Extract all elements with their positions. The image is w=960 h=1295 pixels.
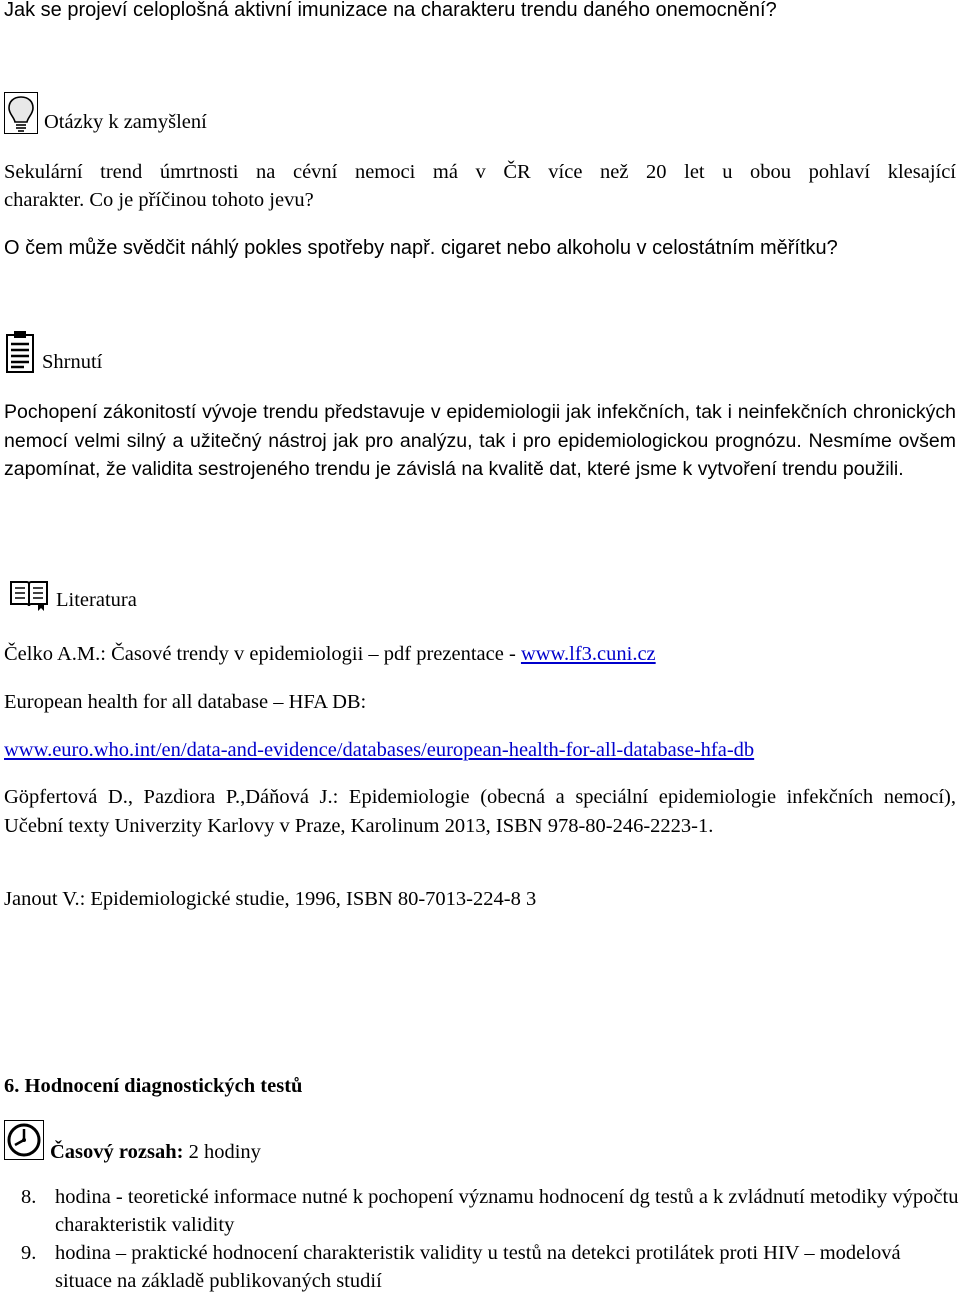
shrnuti-header — [4, 330, 102, 374]
list-item-number: 8. — [21, 1186, 37, 1208]
list-item — [0, 1183, 960, 1239]
reference-2-url[interactable]: www.euro.who.int/en/data-and-evidence/databases/european-health-for-all-database-hfa-db — [4, 739, 755, 761]
time-range — [50, 1140, 261, 1164]
chapter-title: 6. Hodnocení diagnostických testů — [4, 1075, 303, 1097]
reference-1-text: Čelko A.M.: Časové trendy v epidemiologii – pdf prezentace - — [4, 643, 521, 665]
question-text: Jak se projeví celoplošná aktivní imunizace na charakteru trendu daného onemocnění? — [4, 0, 777, 21]
otazky-question-1-line-2: charakter. Co je příčinou tohoto jevu? — [4, 189, 314, 211]
time-range-label: Časový rozsah: — [50, 1141, 184, 1163]
reference-1 — [4, 640, 956, 668]
book-icon — [8, 576, 50, 612]
reference-4: Janout V.: Epidemiologické studie, 1996, ISBN 80-7013-224-8 3 — [4, 888, 537, 910]
literatura-header — [8, 576, 137, 612]
otazky-question-2: O čem může svědčit náhlý pokles spotřeby např. cigaret nebo alkoholu v celostátním měřítku? — [4, 237, 838, 259]
list-item-text: hodina - teoretické informace nutné k pochopení významu hodnocení dg testů a k zvládnutí metodiky výpočtu charakteristik validity — [55, 1186, 959, 1236]
reference-2-text: European health for all database – HFA DB: — [4, 691, 367, 713]
clock-icon — [4, 1120, 44, 1160]
hours-list — [0, 1183, 960, 1295]
otazky-header — [4, 92, 207, 134]
notepad-icon — [4, 330, 36, 374]
reference-1-link[interactable]: www.lf3.cuni.cz — [520, 643, 656, 665]
list-item-text: hodina – praktické hodnocení charakteristik validity u testů na detekci protilátek proti HIV – modelová situace na základě publikovaných studií — [55, 1242, 901, 1292]
reference-3: Göpfertová D., Pazdiora P.,Dáňová J.: Epidemiologie (obecná a speciální epidemiologie infekčních nemocí), Učební texty Univerzity Karlovy v Praze, Karolinum 2013, ISBN 978-80-246-2223-1. — [4, 786, 956, 837]
shrnuti-title: Shrnutí — [42, 351, 103, 373]
otazky-title: Otázky k zamyšlení — [44, 111, 207, 133]
time-range-header — [4, 1120, 261, 1163]
list-item — [0, 1239, 960, 1295]
shrnuti-text: Pochopení zákonitostí vývoje trendu představuje v epidemiologii jak infekčních, tak i neinfekčních chronických nemocí velmi silný a užitečný nástroj jak pro analýzu, tak i pro epidemiologickou prognózu. Nesmíme ovšem zapomínat, že validita sestrojeného trendu je závislá na kvalitě dat, které jsme k vytvoření trendu použili. — [4, 401, 956, 480]
lightbulb-icon — [4, 92, 38, 134]
literatura-title: Literatura — [56, 589, 137, 611]
reference-2-link[interactable] — [4, 736, 956, 764]
otazky-question-1-line-1: Sekulární trend úmrtnosti na cévní nemoci má v ČR více než 20 let u obou pohlaví klesající — [4, 161, 956, 183]
list-item-number: 9. — [21, 1242, 37, 1264]
time-range-value: 2 hodiny — [183, 1141, 261, 1163]
